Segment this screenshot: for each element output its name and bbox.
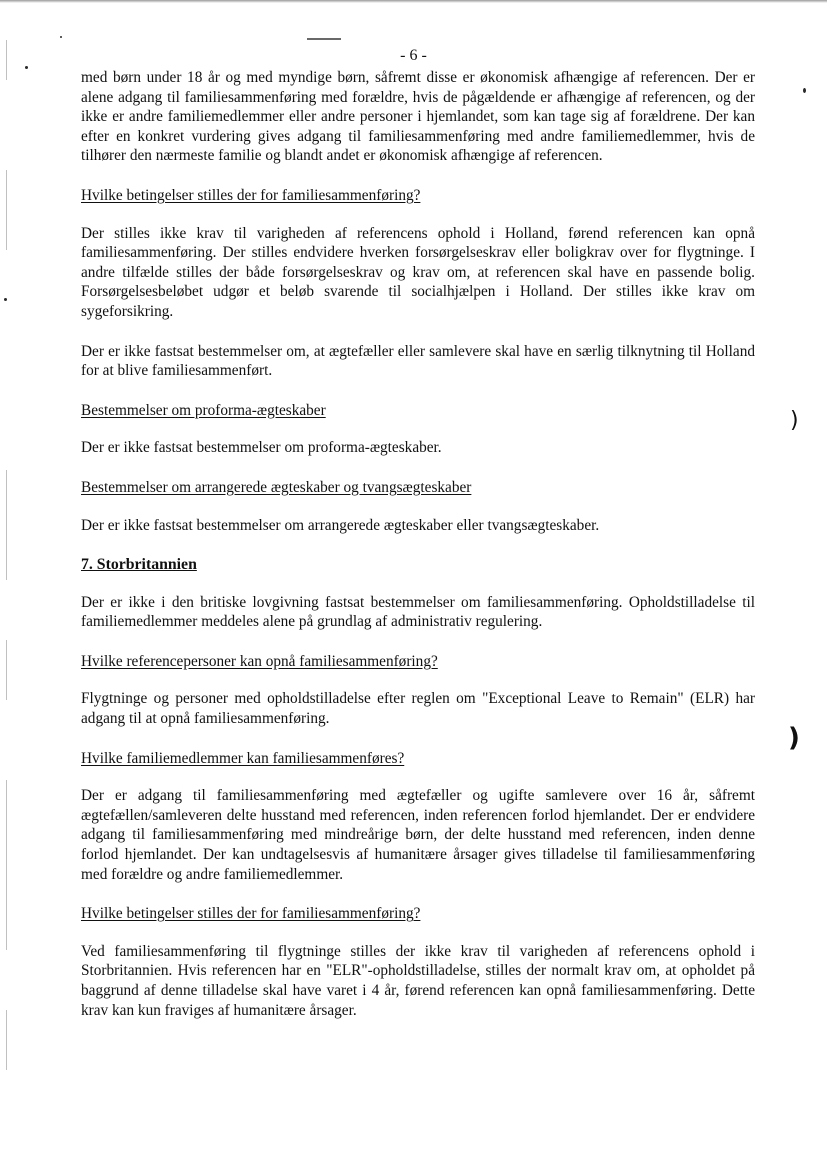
scan-speck [803,88,806,93]
subheading: Bestemmelser om proforma-ægteskaber [81,401,326,419]
scan-edge-top [0,0,827,3]
punch-hole-mark: ) [790,408,799,433]
subheading: Hvilke familiemedlemmer kan familiesammenføres? [81,749,405,767]
body-paragraph: med børn under 18 år og med myndige børn, såfremt disse er økonomisk afhængige af referencen. Der er alene adgang til familiesammenføring med forældre, hvis de pågældende er afhængige af referencen, og der ikke er andre familiemedlemmer eller andre personer i hjemlandet, som kan tage sig af forældrene. Der kan efter en konkret vurdering gives adgang til familiesammenføring med andre familiemedlemmer, hvis de tilhører den nærmeste familie og blandt andet er økonomisk afhængige af referencen. [81,69,755,165]
body-paragraph: Der stilles ikke krav til varigheden af referencens ophold i Holland, førend referencen kan opnå familiesammenføring. Der stilles endvidere hverken forsørgelseskrav eller boligkrav over for flygtninge. I andre tilfælde stilles der både forsørgelseskrav og krav om, at referencen skal have en passende bolig. Forsørgelsesbeløbet udgør et beløb svarende til socialhjælpen i Holland. Der stilles ikke krav om sygeforsikring. [81,224,755,320]
scan-speck [4,298,7,301]
page-number: - 6 - [400,47,427,64]
scan-edge-left [6,170,7,250]
body-paragraph: Der er ikke fastsat bestemmelser om proforma-ægteskaber. [81,439,442,457]
body-paragraph: Der er ikke fastsat bestemmelser om arrangerede ægteskaber eller tvangsægteskaber. [81,516,600,534]
scan-speck [60,36,62,38]
document-body [81,68,755,1040]
body-paragraph: Der er ikke i den britiske lovgivning fastsat bestemmelser om familiesammenføring. Opholdstilladelse til familiemedlemmer meddeles alene på grundlag af administrativ regulering. [81,593,755,631]
subheading: Hvilke betingelser stilles der for familiesammenføring? [81,905,421,923]
scan-edge-left [6,470,7,580]
subheading: Hvilke betingelser stilles der for familiesammenføring? [81,186,421,204]
body-paragraph: Der er adgang til familiesammenføring med ægtefæller og ugifte samlevere over 16 år, såfremt ægtefællen/samleveren delte husstand med referencen, inden referencen forlod hjemlandet. Der er endvidere adgang til familiesammenføring med mindreårige børn, der delte husstand med referencen, inden denne forlod hjemlandet. Der kan undtagelsesvis af humanitære årsager gives tilladelse til familiesammenføring med forældre og andre familiemedlemmer. [81,787,755,883]
scan-speck [25,66,28,69]
body-paragraph: Der er ikke fastsat bestemmelser om, at ægtefæller eller samlevere skal have en særlig tilknytning til Holland for at blive familiesammenført. [81,342,755,380]
scan-mark [307,38,341,42]
punch-hole-mark: ) [788,723,800,753]
body-paragraph: Ved familiesammenføring til flygtninge stilles der ikke krav til varigheden af referencens ophold i Storbritannien. Hvis referencen har en "ELR"-opholdstilladelse, stilles der normalt krav om, at opholdet på baggrund af denne tilladelse skal have varet i 4 år, førend referencen kan opnå familiesammenføring. Dette krav kan kun fraviges af humanitære årsager. [81,942,755,1019]
scan-edge-left [6,780,7,950]
body-paragraph: Flygtninge og personer med opholdstilladelse efter reglen om "Exceptional Leave to Remain" (ELR) har adgang til at opnå familiesammenføring. [81,690,755,728]
section-title: 7. Storbritannien [81,556,197,574]
subheading: Hvilke referencepersoner kan opnå familiesammenføring? [81,652,438,670]
scan-edge-left [6,640,7,700]
scan-edge-left [6,1010,7,1070]
subheading: Bestemmelser om arrangerede ægteskaber og tvangsægteskaber [81,478,472,496]
